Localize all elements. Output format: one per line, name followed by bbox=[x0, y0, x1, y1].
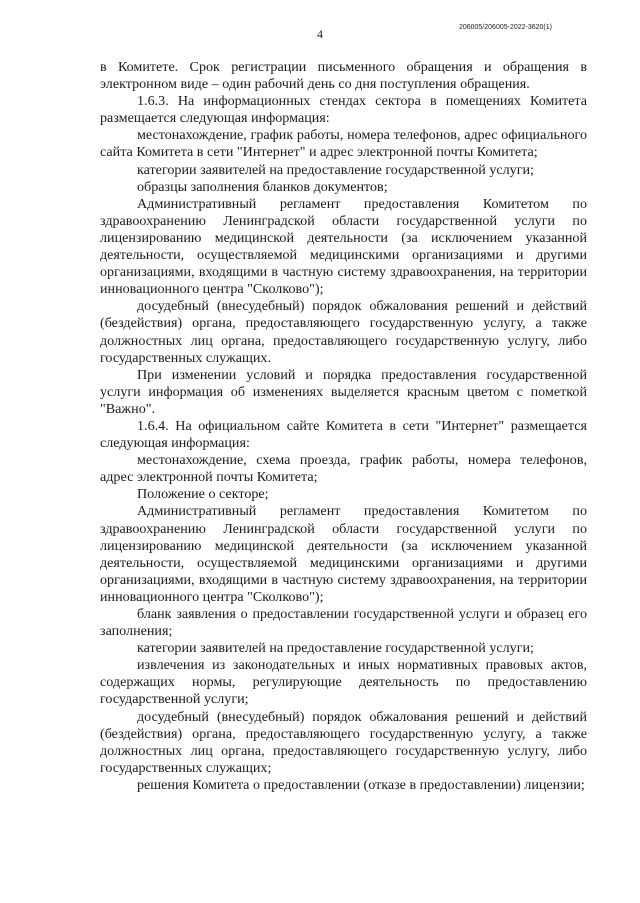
document-code: 206005/206005-2022-3620(1) bbox=[458, 24, 552, 31]
paragraph: бланк заявления о предоставлении государственной услуги и образец его заполнения; bbox=[100, 606, 587, 640]
paragraph: категории заявителей на предоставление государственной услуги; bbox=[137, 640, 534, 657]
page-number: 4 bbox=[317, 27, 323, 41]
paragraph: Положение о секторе; bbox=[137, 486, 269, 503]
paragraph: Административный регламент предоставления Комитетом по здравоохранению Ленинградской области государственной услуги по лицензированию медицинской деятельности (за исключением указанной деятельности, осуществляемой медицинскими организациями и другими организациями, входящими в частную систему здравоохранения, на территории инновационного центра "Сколково"); bbox=[100, 195, 587, 298]
paragraph: 1.6.4. На официальном сайте Комитета в сети "Интернет" размещается следующая информация: bbox=[100, 417, 587, 452]
paragraph: образцы заполнения бланков документов; bbox=[137, 178, 388, 195]
paragraph: местонахождение, график работы, номера телефонов, адрес официального сайта Комитета в сети "Интернет" и адрес электронной почты Комитета; bbox=[100, 127, 587, 161]
paragraph: досудебный (внесудебный) порядок обжалования решений и действий (бездействия) органа, предоставляющего государственную услугу, а также должностных лиц органа, предоставляющего государственную услугу, либо государственных служащих; bbox=[100, 708, 587, 776]
paragraph: 1.6.3. На информационных стендах сектора в помещениях Комитета размещается следующая информация: bbox=[100, 93, 587, 127]
paragraph: категории заявителей на предоставление государственной услуги; bbox=[137, 161, 534, 178]
paragraph: При изменении условий и порядка предоставления государственной услуги информация об изменениях выделяется красным цветом с пометкой "Важно". bbox=[100, 366, 587, 417]
paragraph: в Комитете. Срок регистрации письменного обращения и обращения в электронном виде – один рабочий день со дня поступления обращения. bbox=[100, 59, 587, 93]
paragraph: решения Комитета о предоставлении (отказе в предоставлении) лицензии; bbox=[137, 776, 585, 793]
paragraph: досудебный (внесудебный) порядок обжалования решений и действий (бездействия) органа, предоставляющего государственную услугу, а также должностных лиц органа, предоставляющего государственную услугу, либо государственных служащих. bbox=[100, 298, 587, 366]
paragraph: Административный регламент предоставления Комитетом по здравоохранению Ленинградской области государственной услуги по лицензированию медицинской деятельности (за исключением указанной деятельности, осуществляемой медицинскими организациями и другими организациями, входящими в частную систему здравоохранения, на территории инновационного центра "Сколково"); bbox=[100, 503, 587, 605]
paragraph: местонахождение, схема проезда, график работы, номера телефонов, адрес электронной почты Комитета; bbox=[100, 452, 587, 486]
paragraph: извлечения из законодательных и иных нормативных правовых актов, содержащих нормы, регулирующие деятельность по предоставлению государственной услуги; bbox=[100, 657, 587, 708]
document-body bbox=[100, 59, 587, 794]
